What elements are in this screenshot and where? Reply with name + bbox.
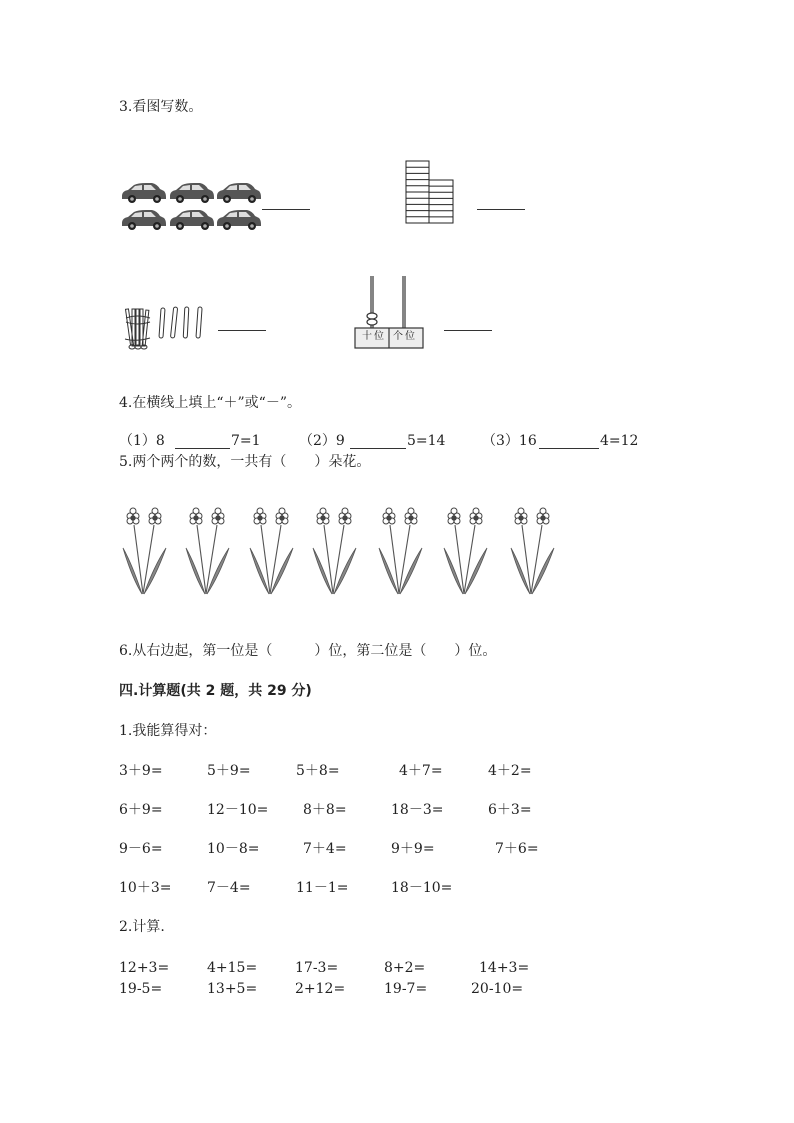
- abacus-ones-label: 个位: [393, 331, 417, 342]
- calc1-r2-c4: 18－3=: [391, 802, 444, 818]
- calc1-r3-c1: 9－6=: [119, 841, 163, 857]
- calc2-r1-c3: 17-3=: [295, 960, 339, 976]
- calc1-r4-c3: 11－1=: [296, 880, 349, 896]
- calc1-title: 1.我能算得对：: [119, 723, 217, 739]
- q4-item-1-blank[interactable]: [175, 448, 230, 449]
- q4-title: 4.在横线上填上“＋”或“－”。: [119, 395, 301, 411]
- q6-title: 6.从右边起，第一位是（ ）位，第二位是（ ）位。: [119, 643, 497, 659]
- calc1-r3-c2: 10－8=: [207, 841, 260, 857]
- calc1-r2-c1: 6＋9=: [119, 802, 163, 818]
- answer-blank-abacus[interactable]: [444, 330, 492, 331]
- flowers-image: [120, 506, 570, 601]
- calc1-r3-c5: 7＋6=: [495, 841, 539, 857]
- q4-item-1-pre: （1）8: [119, 433, 165, 449]
- q4-item-2-blank[interactable]: [350, 448, 406, 449]
- section4-title: 四.计算题(共 2 题，共 29 分): [119, 683, 312, 699]
- calc2-r1-c2: 4+15=: [207, 960, 258, 976]
- calc1-r3-c3: 7＋4=: [303, 841, 347, 857]
- calc1-r4-c1: 10＋3=: [119, 880, 172, 896]
- calc1-r1-c1: 3＋9=: [119, 763, 163, 779]
- calc2-r2-c3: 2+12=: [295, 981, 346, 997]
- answer-blank-blocks[interactable]: [477, 209, 525, 210]
- calc1-r2-c3: 8＋8=: [303, 802, 347, 818]
- calc1-r1-c3: 5＋8=: [296, 763, 340, 779]
- calc2-r2-c1: 19-5=: [119, 981, 163, 997]
- q4-item-2-post: 5=14: [407, 433, 446, 449]
- abacus-tens-label: 十位: [362, 331, 386, 342]
- calc2-r2-c4: 19-7=: [384, 981, 428, 997]
- calc1-r4-c2: 7－4=: [207, 880, 251, 896]
- q3-title: 3.看图写数。: [119, 99, 203, 115]
- blocks-image: [405, 160, 455, 224]
- answer-blank-cars[interactable]: [262, 209, 310, 210]
- q4-item-3-post: 4=12: [600, 433, 639, 449]
- q4-item-1-post: 7=1: [231, 433, 261, 449]
- q4-item-3-pre: （3）16: [482, 433, 537, 449]
- calc2-title: 2.计算.: [119, 919, 165, 935]
- calc2-r2-c2: 13+5=: [207, 981, 258, 997]
- calc1-r1-c5: 4＋2=: [488, 763, 532, 779]
- calc1-r4-c4: 18－10=: [391, 880, 453, 896]
- calc1-r1-c2: 5＋9=: [207, 763, 251, 779]
- calc1-r3-c4: 9＋9=: [391, 841, 435, 857]
- calc1-r2-c5: 6＋3=: [488, 802, 532, 818]
- calc2-r1-c1: 12+3=: [119, 960, 170, 976]
- answer-blank-sticks[interactable]: [218, 330, 266, 331]
- calc2-r1-c5: 14+3=: [479, 960, 530, 976]
- q4-item-3-blank[interactable]: [539, 448, 599, 449]
- cars-image: [120, 182, 270, 232]
- q5-title: 5.两个两个的数，一共有（ ）朵花。: [119, 454, 371, 470]
- calc2-r2-c5: 20-10=: [471, 981, 524, 997]
- calc2-r1-c4: 8+2=: [384, 960, 426, 976]
- q4-item-2-pre: （2）9: [299, 433, 345, 449]
- calc1-r2-c2: 12－10=: [207, 802, 269, 818]
- calc1-r1-c4: 4＋7=: [399, 763, 443, 779]
- sticks-image: [120, 304, 210, 350]
